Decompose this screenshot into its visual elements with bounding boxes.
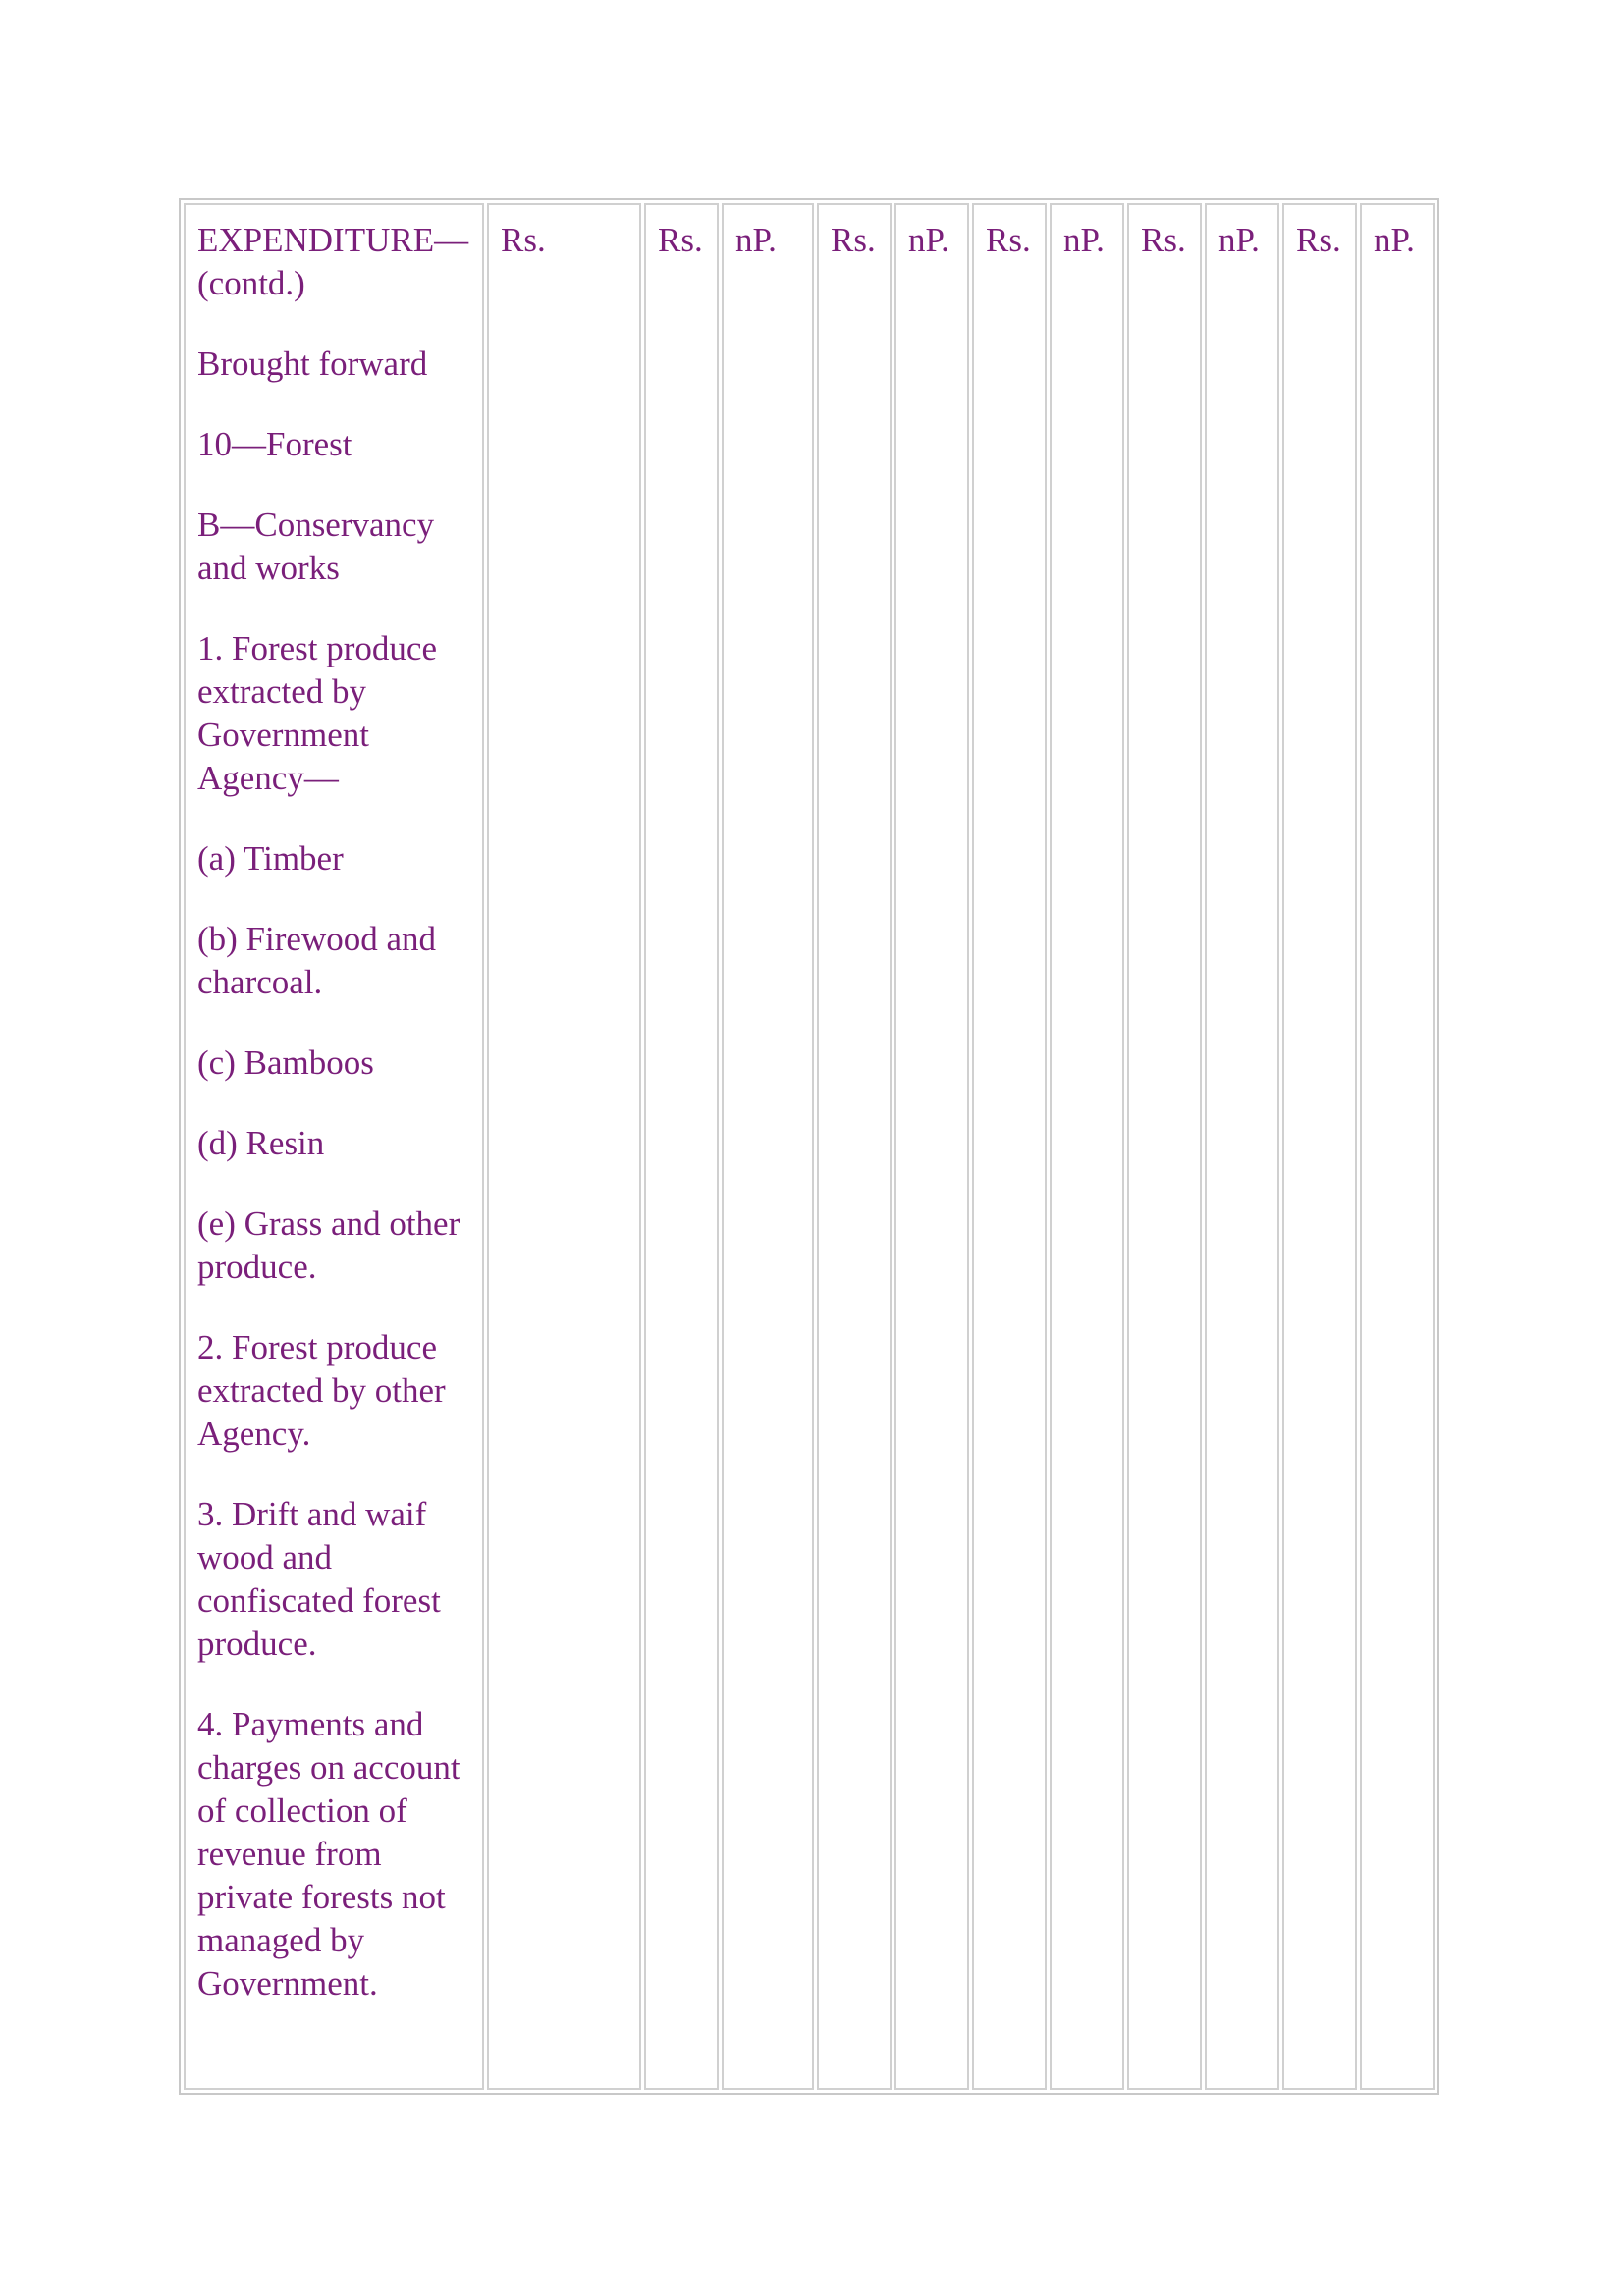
amount-column-header [1282, 203, 1357, 2090]
line-item: Brought forward [197, 345, 428, 383]
amount-column-header [1127, 203, 1202, 2090]
amount-column-header [644, 203, 719, 2090]
line-item: 1. Forest produce extracted by Government Agency— [197, 629, 437, 797]
amount-column-header [1050, 203, 1124, 2090]
line-item: B—Conservancy and works [197, 506, 435, 587]
amount-column-header [972, 203, 1047, 2090]
line-item: (c) Bamboos [197, 1043, 374, 1082]
column-header-label: nP. [735, 221, 777, 259]
table-row [184, 203, 1435, 2090]
column-header-label: Rs. [1141, 221, 1186, 259]
column-header-label: Rs. [501, 221, 546, 259]
amount-column-header [1360, 203, 1435, 2090]
description-cell [184, 203, 484, 2090]
column-header-label: nP. [908, 221, 949, 259]
line-item: 10—Forest [197, 425, 352, 463]
amount-column-header [894, 203, 969, 2090]
amount-column-header [722, 203, 814, 2090]
line-item: 4. Payments and charges on account of collection of revenue from private forests not managed by Government. [197, 1705, 460, 2002]
line-item: (d) Resin [197, 1124, 325, 1162]
column-header-label: Rs. [1296, 221, 1341, 259]
column-header-label: nP. [1063, 221, 1105, 259]
line-item: (a) Timber [197, 839, 344, 878]
line-item: 3. Drift and waif wood and confiscated forest produce. [197, 1495, 441, 1663]
line-item: (e) Grass and other produce. [197, 1204, 460, 1286]
amount-column-header [1205, 203, 1279, 2090]
column-header-label: nP. [1218, 221, 1260, 259]
amount-column-header [487, 203, 641, 2090]
line-item: (b) Firewood and charcoal. [197, 920, 437, 1001]
column-header-label: nP. [1374, 221, 1415, 259]
section-heading: EXPENDITURE—(contd.) [197, 221, 469, 302]
column-header-label: Rs. [831, 221, 876, 259]
expenditure-table [179, 198, 1439, 2095]
column-header-label: Rs. [986, 221, 1031, 259]
column-header-label: Rs. [658, 221, 703, 259]
line-item: 2. Forest produce extracted by other Agency. [197, 1328, 446, 1453]
amount-column-header [817, 203, 892, 2090]
